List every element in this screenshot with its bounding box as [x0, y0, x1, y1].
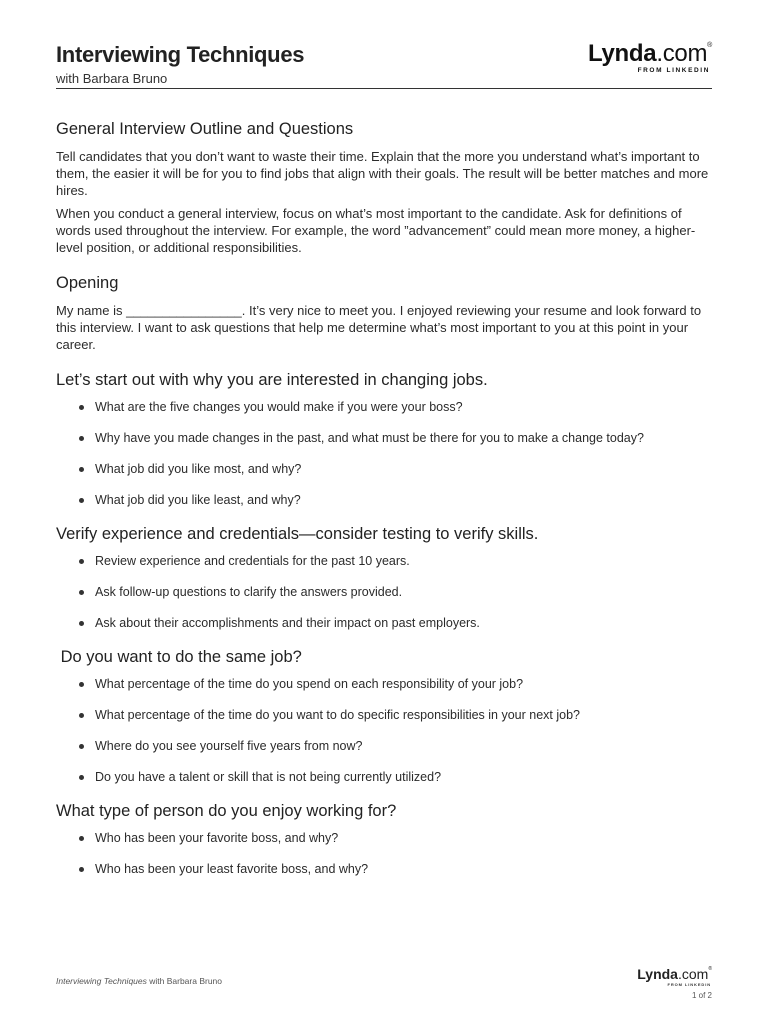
- document-header: [56, 40, 712, 89]
- section-heading-opening: Opening: [56, 274, 119, 292]
- list-item-text: What job did you like most, and why?: [95, 462, 302, 476]
- list-item: [56, 461, 712, 478]
- list-item: [56, 615, 712, 632]
- section-heading-person-type: What type of person do you enjoy working for?: [56, 802, 397, 820]
- bullet-icon: [79, 498, 84, 503]
- list-item-text: Ask follow-up questions to clarify the answers provided.: [95, 585, 403, 599]
- footer-course-author: with Barbara Bruno: [146, 976, 223, 986]
- footer-lynda-logo: [632, 966, 712, 990]
- paragraph: Tell candidates that you don’t want to waste their time. Explain that the more you understand what’s important to them, the easier it will be for you to find jobs that align with their goals. The result will be better matches and more hires.: [56, 149, 709, 198]
- list-item: [56, 492, 712, 509]
- lynda-logo: [572, 40, 712, 80]
- list-item-text: Where do you see yourself five years from now?: [95, 739, 363, 753]
- footer-logo-wordmark: [637, 966, 712, 982]
- footer-course-title: Interviewing Techniques: [56, 976, 147, 986]
- list-item: [56, 430, 712, 447]
- bullet-icon: [79, 682, 84, 687]
- footer-course-info: [56, 976, 222, 986]
- footer-logo-tagline: FROM LINKEDIN: [667, 982, 711, 987]
- section-heading-changing-jobs: Let’s start out with why you are interested in changing jobs.: [56, 371, 488, 389]
- logo-wordmark: [588, 40, 712, 68]
- question-list: [56, 676, 712, 786]
- list-item: [56, 676, 712, 693]
- footer-logo-suffix: .com: [677, 966, 709, 982]
- logo-suffix: .com: [656, 40, 708, 67]
- logo-brand: Lynda: [588, 40, 657, 67]
- list-item-text: What percentage of the time do you spend on each responsibility of your job?: [95, 677, 524, 691]
- section-heading-same-job: Do you want to do the same job?: [56, 648, 302, 666]
- list-item: [56, 830, 712, 847]
- bullet-icon: [79, 590, 84, 595]
- paragraph: My name is ________________. It’s very nice to meet you. I enjoyed reviewing your resume and look forward to this interview. I want to ask questions that help me determine what’s most important to you at this point in your career.: [56, 303, 702, 352]
- bullet-icon: [79, 744, 84, 749]
- list-item-text: Ask about their accomplishments and their impact on past employers.: [95, 616, 480, 630]
- paragraph: When you conduct a general interview, focus on what’s most important to the candidate. Ask for definitions of words used throughout the interview. For example, the word ”advancement” could mean more money, a higher-level position, or additional responsibilities.: [56, 206, 696, 255]
- logo-registered: ®: [707, 42, 712, 49]
- bullet-icon: [79, 867, 84, 872]
- list-item-text: What job did you like least, and why?: [95, 493, 301, 507]
- list-item-text: Why have you made changes in the past, and what must be there for you to make a change today?: [95, 431, 644, 445]
- list-item-text: Who has been your least favorite boss, and why?: [95, 862, 369, 876]
- document-subtitle: with Barbara Bruno: [56, 71, 168, 86]
- question-list: [56, 830, 712, 878]
- document-title: Interviewing Techniques: [56, 42, 305, 67]
- list-item: [56, 769, 712, 786]
- bullet-icon: [79, 467, 84, 472]
- bullet-icon: [79, 775, 84, 780]
- list-item: [56, 553, 712, 570]
- footer-logo-brand: Lynda: [637, 966, 678, 982]
- section-heading-outline: General Interview Outline and Questions: [56, 120, 354, 138]
- bullet-icon: [79, 559, 84, 564]
- bullet-icon: [79, 405, 84, 410]
- footer-logo-registered: ®: [708, 966, 712, 972]
- page-number: 1 of 2: [691, 991, 712, 1000]
- list-item: [56, 861, 712, 878]
- list-item-text: Who has been your favorite boss, and why?: [95, 831, 339, 845]
- list-item: [56, 399, 712, 416]
- list-item-text: What are the five changes you would make if you were your boss?: [95, 400, 463, 414]
- question-list: [56, 553, 712, 632]
- bullet-icon: [79, 713, 84, 718]
- list-item-text: Review experience and credentials for the past 10 years.: [95, 554, 410, 568]
- bullet-icon: [79, 836, 84, 841]
- section-heading-verify: Verify experience and credentials—consider testing to verify skills.: [56, 525, 539, 543]
- list-item: [56, 738, 712, 755]
- bullet-icon: [79, 436, 84, 441]
- document-body: [56, 118, 712, 892]
- list-item: [56, 707, 712, 724]
- list-item: [56, 584, 712, 601]
- question-list: [56, 399, 712, 509]
- list-item-text: Do you have a talent or skill that is not being currently utilized?: [95, 770, 442, 784]
- list-item-text: What percentage of the time do you want to do specific responsibilities in your next job?: [95, 708, 580, 722]
- bullet-icon: [79, 621, 84, 626]
- logo-tagline: FROM LINKEDIN: [637, 67, 710, 74]
